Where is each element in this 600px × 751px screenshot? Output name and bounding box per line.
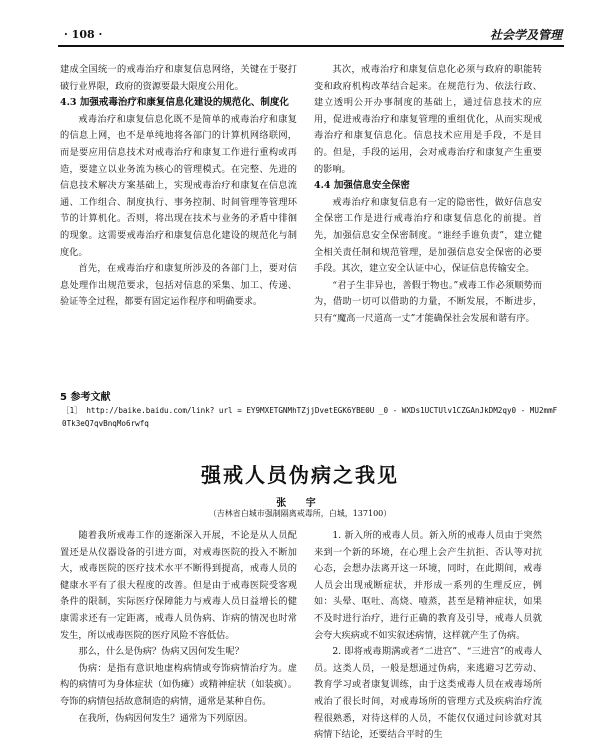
article-title: 强戒人员伪病之我见 [201,463,399,487]
header-rule [58,45,564,47]
paragraph: 首先，在戒毒治疗和康复所涉及的各部门上，要对信息处理作出规范要求，包括对信息的采集、加工、传递、验证等全过程，都要有固定运作程序和明确要求。 [60,263,297,308]
paragraph: 那么，什么是伪病？伪病又因何发生呢？ [78,646,244,658]
paragraph: 在我所，伪病因何发生？通常为下列原因。 [78,712,253,724]
journal-name: 社会学及管理 [489,28,562,42]
paragraph: “君子生非异也，善假于物也。”戒毒工作必须顺势而为，借助一切可以借助的力量，不断发展，不断进步，只有“魔高一尺道高一丈”才能确保社会发展和谐有序。 [314,279,542,324]
upper-left-column [60,62,297,311]
page-number: · 108 · [64,28,103,41]
author-affiliation: （吉林省白城市强制隔离戒毒所，白城，137100） [208,509,392,518]
lower-right-column [314,528,542,744]
paragraph: 戒毒治疗和康复信息化既不是简单的戒毒治疗和康复的信息上网，也不是单纯地将各部门的计算机网络联网，而是要应用信息技术对戒毒治疗和康复工作进行重构或再造，要建立以业务流为核心的管理模式。在完整、先进的信息技术解决方案基础上，实现戒毒治疗和康复在信息流通、工作组合、制度执行、事务控制、时间管理等管理环节的计算机化。否则，将出现在技术与业务的矛盾中徘徊的现象。这需要戒毒治疗和康复信息化建设的规范化与制度化。 [60,113,297,258]
paragraph: 伪病：是指有意识地虚构病情或夸饰病情治疗为。虚构的病情可为身体症状（如伪瘫）或精神症状（如装疯）。夸饰的病情包括故意制造的病情，通常是某种自伤。 [60,662,297,707]
references-heading: 5 参考文献 [60,392,111,403]
section-heading-4-4: 4.4 加强信息安全保密 [314,180,410,192]
section-heading-4-3: 4.3 加强戒毒治疗和康复信息化建设的规范化、制度化 [60,97,289,109]
paragraph: 其次，戒毒治疗和康复信息化必须与政府的职能转变和政府机构改革结合起来。在规范行为、依法行政、建立透明公开办事制度的基础上，通过信息技术的应用，促进戒毒治疗和康复管理的重组优化，从而实现戒毒治疗和康复信息化。信息技术应用是手段，不是目的。但是，手段的运用，会对戒毒治疗和康复产生重要的影响。 [314,64,542,175]
paragraph: 戒毒治疗和康复信息有一定的隐密性，做好信息安全保密工作是进行戒毒治疗和康复信息化的前提。首先，加强信息安全保密制度。“谁经手谁负责”，建立健全相关责任制和规范管理，是加强信息安全保密的必要手段。其次，建立安全认证中心，保证信息传输安全。 [314,196,542,275]
upper-right-column [314,62,542,328]
paragraph: 1. 新入所的戒毒人员。新入所的戒毒人员由于突然来到一个新的环境，在心理上会产生抗拒、否认等对抗心态，会想办法离开这一环境，同时，在此期间，戒毒人员会出现戒断症状，并形成一系列的生理反应，例如：头晕、呕吐、高烧、噎蒸，甚至是精神症状，如果不及时进行治疗，进行正确的教育及引导，戒毒人员就会夸大疾病或不如实叙述病情，这样就产生了伪病。 [314,530,542,641]
article-author: 张 宇 [276,498,324,509]
paragraph: 2. 即将戒毒期满或者“二进宫”、“三进宫”的戒毒人员。这类人员，一般是想通过伪病，来逃避习艺劳动、教育学习或者康复训练，由于这类戒毒人员在戒毒场所戒治了很长时间，对戒毒场所的管理方式及疾病治疗流程很熟悉，对待这样的人员，不能仅仅通过问诊就对其病情下结论，还要结合平时的生 [314,646,542,741]
lower-left-column [60,528,297,727]
reference-item: ［1］ http://baike.baidu.com/link? url = EY9MXETGNMhTZjjDvetEGK6YBE0U _0 - WXDs1UCTUlv1CZGAnJkDM2qy0 - MU2mmF0Tk3eQ7qvBnqMo6rwfq [62,406,558,428]
continued-paragraph: 建成全国统一的戒毒治疗和康复信息网络，关键在于娶打破行业界限，政府的资源要最大限度公用化。 [60,64,297,92]
paragraph: 随着我所戒毒工作的逐渐深入开展，不论是从人员配置还是从仪器设备的引进方面，对戒毒医院的投入不断加大，戒毒医院的医疗技术水平不断得到提高，戒毒人员的健康水平有了很大程度的改善。但是由于戒毒医院受客观条件的限制，实际医疗保障能力与戒毒人员日益增长的健康需求还有一定距离，戒毒人员伪病、诈病的情况也时常发生，所以戒毒医院的医疗风险不容低估。 [60,530,297,641]
